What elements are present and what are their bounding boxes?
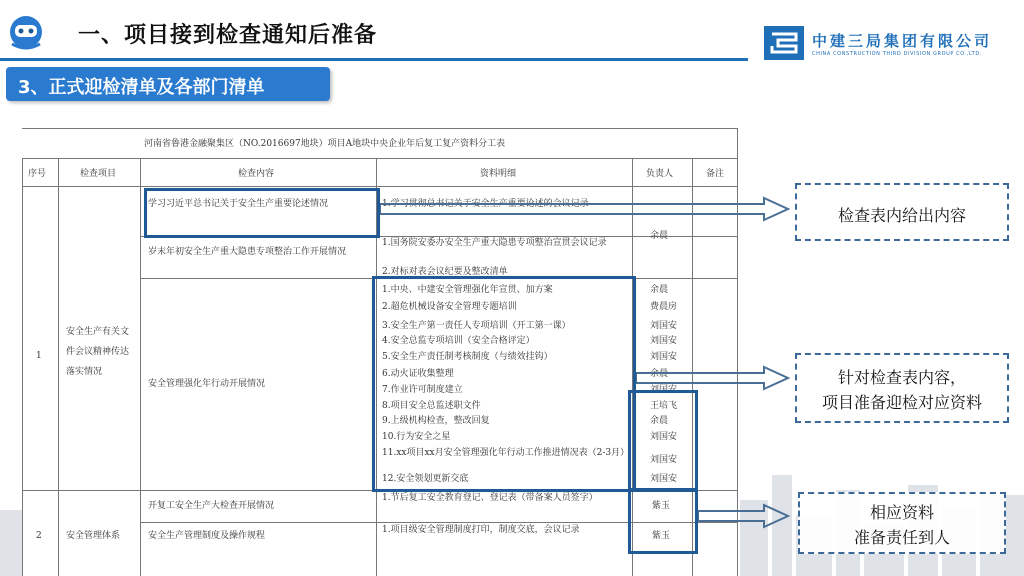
owner-cell: 刘国安	[650, 385, 678, 395]
callout-b-line1: 针对检查表内容，	[837, 368, 966, 387]
section-tab-label: 3、正式迎检清单及各部门清单	[18, 77, 265, 98]
owner-cell: 刘国安	[650, 321, 678, 331]
list-item: 1.中央、中建安全管理强化年宣贯、加方案	[382, 285, 553, 295]
list-item: 6.动火证收集整理	[382, 369, 454, 379]
callout-assign-owner	[798, 492, 1006, 554]
owner-cell: 费晨房	[650, 302, 678, 312]
callout-c-line2: 准备责任到人	[853, 528, 950, 547]
list-item: 10.行为安全之星	[382, 432, 451, 442]
row2-item: 安全管理体系	[66, 531, 121, 541]
owner-5: 紫玉	[652, 531, 671, 541]
title-underline	[0, 58, 748, 61]
table-title: 河南省鲁港金融聚集区（NO.2016697地块）项目A地块中央企业年后复工复产资料分工表	[144, 139, 506, 149]
content-3: 安全管理强化年行动开展情况	[148, 379, 266, 389]
header-owner: 负责人	[646, 169, 674, 179]
owner-cell: 余晨	[650, 369, 669, 379]
header-no: 序号	[28, 169, 47, 179]
owner-cell: 余晨	[650, 285, 669, 295]
list-item: 7.作业许可制度建立	[382, 385, 463, 395]
list-item: 5.安全生产责任制考核制度（与绩效挂钩）	[382, 352, 553, 362]
company-name-en: CHINA CONSTRUCTION THIRD DIVISION GROUP CO.,LTD.	[812, 51, 982, 57]
owner-cell: 刘国安	[650, 336, 678, 346]
owner-4: 紫玉	[652, 501, 671, 511]
row1-no: 1	[36, 351, 42, 361]
callout-prepare-docs	[795, 353, 1009, 423]
owner-cell: 刘国安	[650, 455, 678, 465]
list-item: 11.xx项目xx月安全管理强化年行动工作推进情况表（2-3月）	[382, 448, 630, 458]
header-remark: 备注	[706, 169, 725, 179]
callout-c-line1: 相应资料	[869, 503, 934, 522]
list-item: 2.超危机械设备安全管理专题培训	[382, 302, 517, 312]
company-name-cn: 中建三局集团有限公司	[812, 32, 993, 50]
row2-no: 2	[36, 531, 42, 541]
highlight-owner-list	[628, 390, 698, 492]
detail-5: 1.项目级安全管理制度打印，制度交底，会议记录	[382, 525, 580, 535]
header-detail: 资料明细	[480, 169, 517, 179]
list-item: 9.上级机构检查，整改回复	[382, 416, 490, 426]
owner-cell: 王培飞	[650, 401, 678, 411]
arrow-right-icon	[698, 503, 792, 529]
detail-1: 1.学习贯彻总书记关于安全生产重要论述的会议记录	[382, 199, 589, 209]
list-item: 8.项目安全总监述职文件	[382, 401, 481, 411]
list-item: 4.安全总监专项培训（安全合格评定）	[382, 336, 535, 346]
detail-4: 1.节后复工安全教育登记、登记表（带备案人员签字）	[382, 493, 598, 503]
content-2: 岁末年初安全生产重大隐患专项整治工作开展情况	[148, 247, 347, 257]
highlight-detail-list	[372, 276, 636, 492]
content-4: 开复工安全生产大检查开展情况	[148, 501, 275, 511]
highlight-check-content	[144, 188, 380, 238]
callout-a-text: 检查表内给出内容	[837, 206, 966, 225]
callout-check-content	[795, 183, 1009, 241]
owner-cell: 刘国安	[650, 352, 678, 362]
owner-top: 余晨	[650, 231, 669, 241]
detail-3: 2.对标对表会议纪要及整改清单	[382, 267, 508, 277]
row1-item: 安全生产有关文件会议精神传达落实情况	[66, 327, 130, 377]
highlight-owner-bottom	[628, 488, 698, 554]
owner-cell: 刘国安	[650, 432, 678, 442]
content-1: 学习习近平总书记关于安全生产重要论述情况	[148, 199, 329, 209]
page-title: 一、项目接到检查通知后准备	[78, 23, 378, 48]
owner-cell: 刘国安	[650, 474, 678, 484]
arrow-right-icon	[380, 196, 792, 222]
robot-mascot-icon	[6, 12, 46, 52]
slide-header	[0, 0, 1024, 98]
list-item: 12.安全领划更新交底	[382, 474, 469, 484]
section-tab	[6, 67, 330, 101]
header-item: 检查项目	[80, 169, 117, 179]
owner-cell: 余晨	[650, 416, 669, 426]
detail-2: 1.国务院安委办安全生产重大隐患专项整治宣贯会议记录	[382, 238, 607, 248]
header-content: 检查内容	[238, 169, 275, 179]
callout-b-line2: 项目准备迎检对应资料	[821, 393, 982, 412]
arrow-right-icon	[636, 365, 792, 391]
cscec-logo-icon	[764, 26, 804, 60]
list-item: 3.安全生产第一责任人专项培训（开工第一课）	[382, 321, 571, 331]
content-5: 安全生产管理制度及操作规程	[148, 531, 266, 541]
